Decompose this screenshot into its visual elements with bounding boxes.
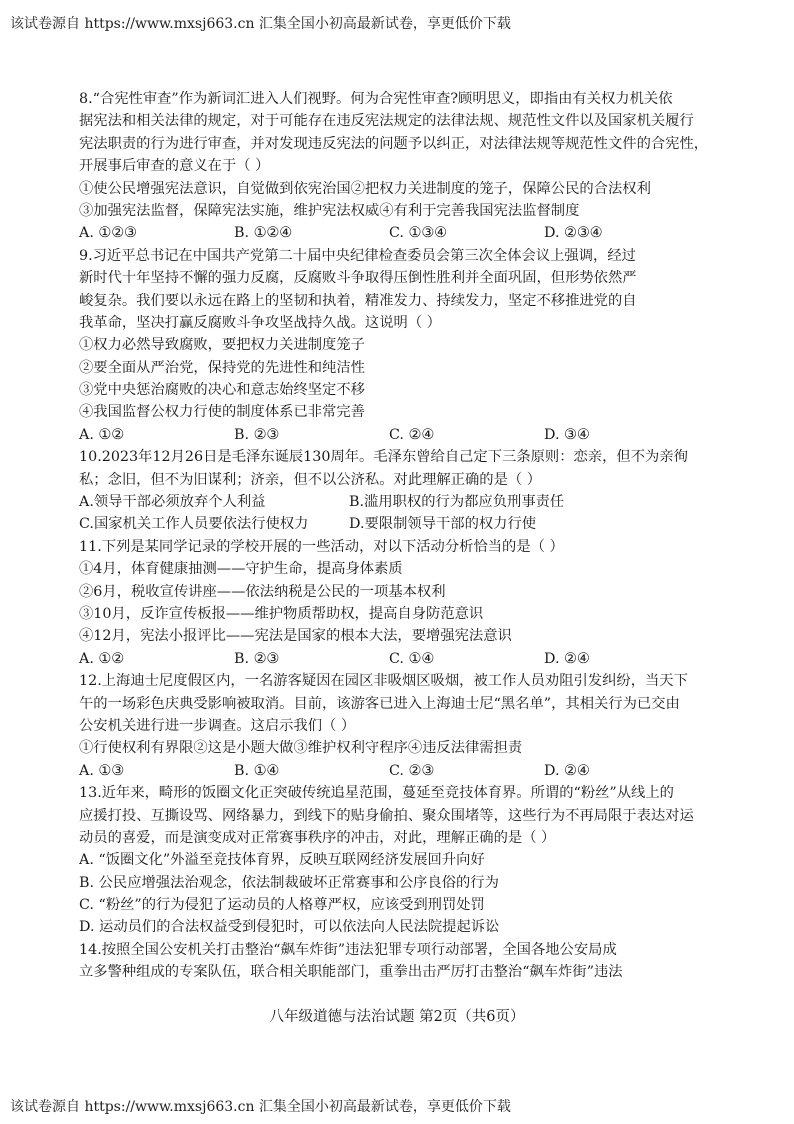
question-text-line: 11.下列是某同学记录的学校开展的一些活动，对以下活动分析恰当的是（ ） [79,538,564,555]
question-text-line: 13.近年来，畸形的饭圈文化正突破传统追星范围，蔓延至竞技体育界。所谓的“粉丝”从线上的 [79,785,674,802]
question-text-line: 峻复杂。我们要以永远在路上的坚韧和执着，精准发力、持续发力，坚定不移推进党的自 [79,292,637,309]
option-d: D. ③④ [544,426,590,443]
question-text-line: 据宪法和相关法律的规定，对于可能存在违反宪法规定的法律法规、规范性文件以及国家机关履行 [79,113,694,130]
option-c: C. ②④ [389,426,435,443]
question-text-line: 我革命，坚决打赢反腐败斗争攻坚战持久战。这说明（ ） [79,314,441,331]
answer-options [79,424,719,446]
question-12 [79,670,719,782]
option-a: A. ①②③ [79,225,137,242]
source-banner-top: 该试卷源自 https://www.mxsj663.cn 汇集全国小初高最新试卷，享更低价下载 [10,16,511,32]
question-13 [79,782,719,939]
page-footer: 八年级道德与法治试题 第2页（共6页） [269,1009,525,1025]
option-c: C. ②③ [389,762,435,779]
option-a: A. ①② [79,650,125,667]
option-a: A. ①② [79,426,125,443]
statement-line: ③党中央惩治腐败的决心和意志始终坚定不移 [79,382,365,399]
option-c: C.国家机关工作人员要依法行使权力 [79,516,309,533]
question-text-line: 新时代十年坚持不懈的强力反腐，反腐败斗争取得压倒性胜利并全面巩固，但形势依然严 [79,270,637,287]
question-text-line: 开展事后审查的意义在于（ ） [79,158,270,175]
source-banner-bottom: 该试卷源自 https://www.mxsj663.cn 汇集全国小初高最新试卷，享更低价下载 [10,1099,511,1115]
option-b: B. ②③ [234,650,280,667]
option-d: D.要限制领导干部的权力行使 [349,516,537,533]
option-d: D. 运动员们的合法权益受到侵犯时，可以依法向人民法院提起诉讼 [79,919,500,936]
question-text-line: 14.按照全国公安机关打击整治“飙车炸街”违法犯罪专项行动部署，全国各地公安局成 [79,941,617,958]
answer-options [79,222,719,244]
option-b: B. 公民应增强法治观念，依法制裁破坏正常赛事和公序良俗的行为 [79,874,499,891]
option-d: D. ②③④ [544,225,603,242]
option-b: B.滥用职权的行为都应负刑事责任 [349,494,565,511]
question-text-line: 宪法职责的行为进行审查，并对发现违反宪法的问题予以纠正，对法律法规等规范性文件的合宪性， [79,135,709,152]
question-text-line: 动员的喜爱，而是演变成对正常赛事秩序的冲击，对此，理解正确的是（ ） [79,829,556,846]
answer-options [79,513,719,535]
question-text-line: 立多警种组成的专案队伍，联合相关职能部门，重拳出击严厉打击整治“飙车炸街”违法 [79,964,623,981]
option-a: A. ①③ [79,762,125,779]
exam-page [79,88,719,984]
question-text-line: 私；念旧，但不为旧谋利；济亲，但不以公济私。对此理解正确的是（ ） [79,471,542,488]
question-text-line: 午的一场彩色庆典受影响被取消。目前，该游客已进入上海迪士尼“黑名单”，其相关行为已交由 [79,695,680,712]
statement-line: ①4月，体育健康抽测——守护生命，提高身体素质 [79,561,403,578]
option-c: C. “粉丝”的行为侵犯了运动员的人格尊严权，应该受到刑罚处罚 [79,897,485,914]
question-text-line: 9.习近平总书记在中国共产党第二十届中央纪律检查委员会第三次全体会议上强调，经过 [79,247,636,264]
statement-line: ④我国监督公权力行使的制度体系已非常完善 [79,404,365,421]
option-d: D. ②④ [544,762,590,779]
statement-line: ③加强宪法监督，保障宪法实施，维护宪法权威④有利于完善我国宪法监督制度 [79,202,580,219]
answer-options [79,760,719,782]
statement-line: ②要全面从严治党，保持党的先进性和纯洁性 [79,359,365,376]
statement-line: ④12月，宪法小报评比——宪法是国家的根本大法，要增强宪法意识 [79,628,512,645]
option-a: A.领导干部必须放弃个人利益 [79,494,266,511]
question-text-line: 10.2023年12月26日是毛泽东诞辰130周年。毛泽东曾给自己定下三条原则：恋亲，但不为亲徇 [79,449,688,466]
statement-line: ③10月，反诈宣传板报——维护物质帮助权，提高自身防范意识 [79,605,484,622]
answer-options [79,491,719,513]
answer-options [79,648,719,670]
question-8 [79,88,719,245]
question-text-line: 12.上海迪士尼度假区内，一名游客疑因在园区非吸烟区吸烟，被工作人员劝阻引发纠纷，当天下 [79,673,688,690]
question-14 [79,939,719,984]
option-b: B. ①④ [234,762,280,779]
option-c: C. ①④ [389,650,435,667]
option-c: C. ①③④ [389,225,447,242]
question-11 [79,536,719,670]
statement-line: ①权力必然导致腐败，要把权力关进制度笼子 [79,337,365,354]
statement-line: ①使公民增强宪法意识，自觉做到依宪治国②把权力关进制度的笼子，保障公民的合法权利 [79,180,651,197]
question-10 [79,446,719,536]
option-b: B. ②③ [234,426,280,443]
option-b: B. ①②④ [234,225,293,242]
question-text-line: 8.“合宪性审查”作为新词汇进入人们视野。何为合宪性审查?顾明思义，即指由有关权力机关依 [79,91,673,107]
option-a: A. “饭圈文化”外溢至竞技体育界，反映互联网经济发展回升向好 [79,852,485,869]
option-d: D. ②④ [544,650,590,667]
question-text-line: 应援打投、互撕设骂、网络暴力，到线下的贴身偷拍、聚众围堵等，这些行为不再局限于表达对运 [79,807,694,824]
statement-line: ②6月，税收宣传讲座——依法纳税是公民的一项基本权利 [79,583,446,600]
question-text-line: 公安机关进行进一步调查。这启示我们（ ） [79,717,356,734]
question-9 [79,245,719,447]
statement-line: ①行使权利有界限②这是小题大做③维护权利守程序④违反法律需担责 [79,740,523,757]
